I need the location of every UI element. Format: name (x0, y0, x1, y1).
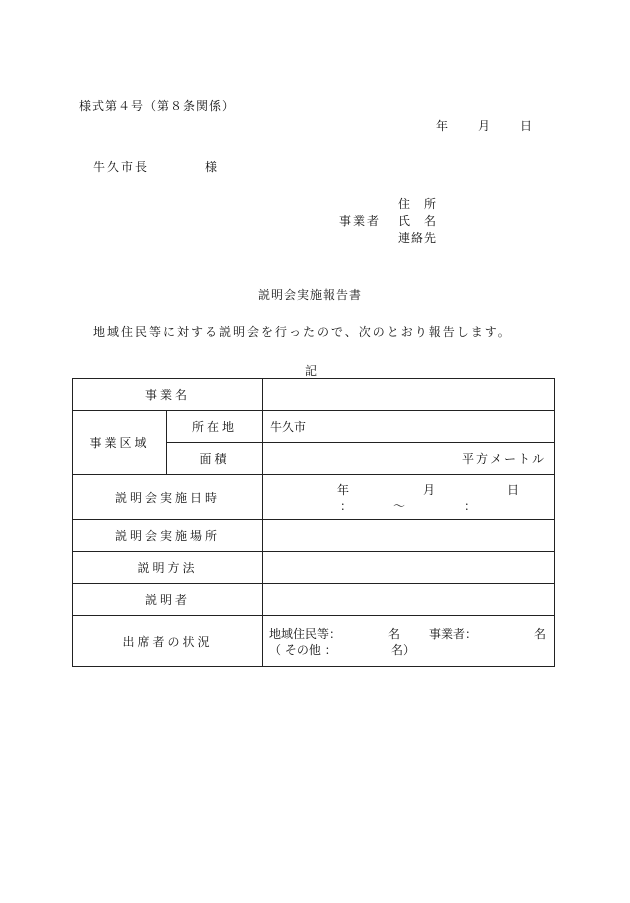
presenter-value[interactable] (263, 584, 555, 616)
residents-unit: 名 (388, 627, 401, 641)
table-row (73, 616, 555, 667)
residents-label: 地域住民等： (269, 627, 342, 641)
table-row (73, 552, 555, 584)
venue-value[interactable] (263, 520, 555, 552)
sender-address-label: 住 所 (398, 197, 438, 211)
addressee-honorific: 様 (205, 160, 220, 174)
table-row (73, 411, 555, 443)
date-year-label: 年 (436, 119, 449, 133)
business-count-label: 事業者： (429, 627, 478, 641)
venue-label: 説明会実施場所 (73, 520, 263, 552)
business-name-value[interactable] (263, 379, 555, 411)
method-label: 説明方法 (73, 552, 263, 584)
date-month-label: 月 (478, 119, 491, 133)
sender-contact-label: 連絡先 (398, 231, 438, 245)
dt-year-label: 年 (337, 483, 350, 497)
location-label: 所在地 (167, 411, 263, 443)
table-row (73, 584, 555, 616)
business-name-label: 事業名 (73, 379, 263, 411)
table-row (73, 520, 555, 552)
report-date (436, 117, 532, 134)
ki-mark: 記 (305, 364, 318, 378)
table-row (73, 379, 555, 411)
area-label: 事業区域 (73, 411, 167, 475)
addressee-name: 牛久市長 (93, 160, 150, 174)
document-body: 地域住民等に対する説明会を行ったので、次のとおり報告します。 (93, 325, 512, 339)
attendance-value[interactable] (263, 616, 555, 667)
attendance-label: 出席者の状況 (73, 616, 263, 667)
sender-name-label: 氏 名 (398, 214, 438, 228)
report-table (72, 378, 555, 667)
document-title: 説明会実施報告書 (258, 288, 363, 302)
dt-colon-end: ： (464, 499, 477, 513)
addressee (93, 158, 219, 175)
presenter-label: 説明者 (73, 584, 263, 616)
dt-month-label: 月 (423, 483, 436, 497)
dt-colon-start: ： (340, 499, 353, 513)
date-day-label: 日 (520, 119, 533, 133)
dt-day-label: 日 (507, 483, 520, 497)
location-value[interactable]: 牛久市 (263, 411, 555, 443)
others-open: （ その他 ： (269, 643, 337, 657)
form-number: 様式第４号（第８条関係） (79, 99, 236, 113)
others-close: 名） (391, 643, 416, 657)
area-size-value[interactable]: 平方メートル (263, 443, 555, 475)
method-value[interactable] (263, 552, 555, 584)
datetime-value[interactable] (263, 475, 555, 520)
datetime-label: 説明会実施日時 (73, 475, 263, 520)
table-row (73, 475, 555, 520)
business-count-unit: 名 (534, 627, 547, 641)
dt-tilde: ～ (393, 499, 406, 513)
area-size-label: 面積 (167, 443, 263, 475)
sender-block (339, 196, 437, 247)
sender-role: 事業者 (339, 214, 382, 228)
